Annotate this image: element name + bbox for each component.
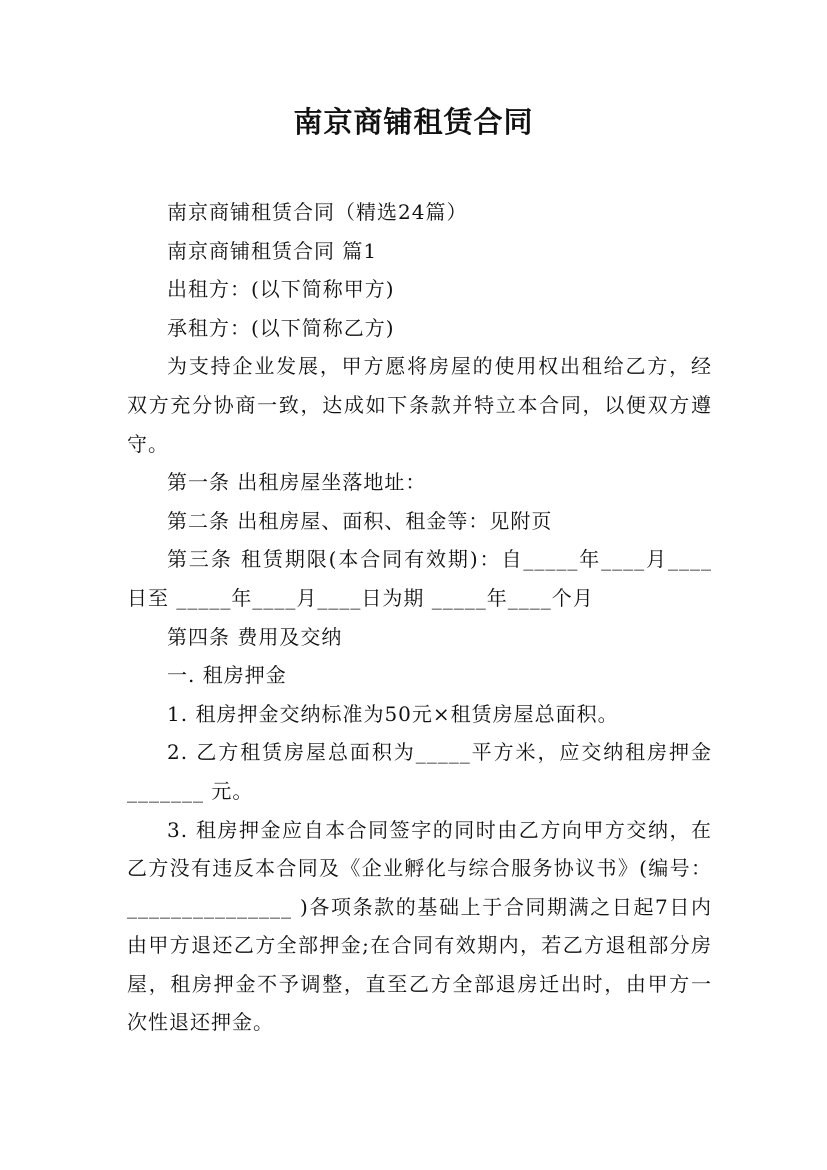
paragraph-article-2: 第二条 出租房屋、面积、租金等：见附页: [167, 508, 553, 533]
paragraph-subtitle: 南京商铺租赁合同（精选24篇）: [167, 200, 468, 224]
paragraph-article-1: 第一条 出租房屋坐落地址：: [167, 470, 427, 495]
document-body: [127, 193, 712, 1042]
paragraph-lessee: 承租方：(以下简称乙方): [167, 315, 395, 340]
paragraph-article-3: 第三条 租赁期限(本合同有效期)：自_____年____月____日至 _____年____月____日为期 _____年____个月: [127, 547, 712, 610]
paragraph-section-deposit: 一. 租房押金: [167, 663, 287, 688]
paragraph-chapter-heading: 南京商铺租赁合同 篇1: [167, 238, 378, 263]
paragraph-lessor: 出租方：(以下简称甲方): [167, 277, 395, 302]
paragraph-deposit-item-2: 2. 乙方租赁房屋总面积为_____平方米，应交纳租房押金_______ 元。: [127, 740, 712, 803]
paragraph-preamble: 为支持企业发展，甲方愿将房屋的使用权出租给乙方，经双方充分协商一致，达成如下条款并特立本合同，以便双方遵守。: [127, 354, 712, 456]
document-title: 南京商铺租赁合同: [293, 105, 534, 139]
paragraph-deposit-item-1: 1. 租房押金交纳标准为50元×租赁房屋总面积。: [167, 701, 619, 726]
paragraph-article-4: 第四条 费用及交纳: [167, 624, 343, 649]
paragraph-deposit-item-3: 3. 租房押金应自本合同签字的同时由乙方向甲方交纳，在乙方没有违反本合同及《企业孵化与综合服务协议书》(编号：_______________ )各项条款的基础上于合同期满之日起7日内由甲方退还乙方全部押金;在合同有效期内，若乙方退租部分房屋，租房押金不予调整，直至乙方全部退房迁出时，由甲方一次性退还押金。: [127, 817, 712, 1035]
